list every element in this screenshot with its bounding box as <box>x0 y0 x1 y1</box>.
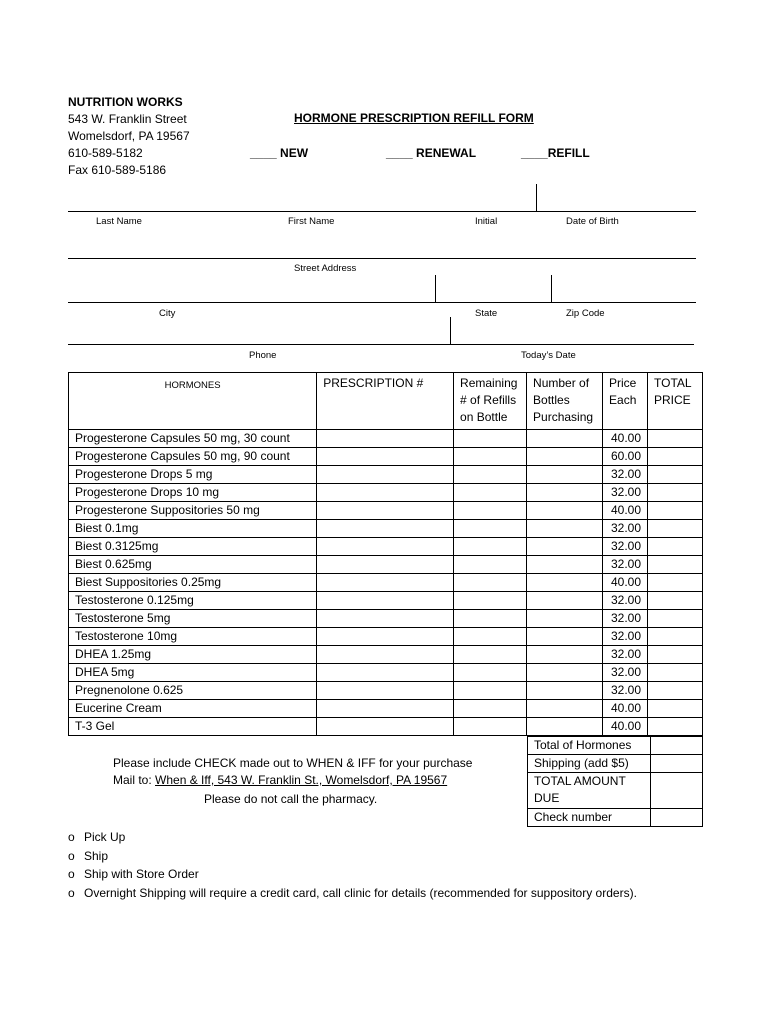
table-row <box>69 466 703 484</box>
total-price-field[interactable] <box>648 574 703 592</box>
bottles-purchasing-field[interactable] <box>527 466 603 484</box>
option-bullet[interactable]: o <box>68 830 75 844</box>
header-prescription: PRESCRIPTION # <box>317 373 454 430</box>
mail-to-prefix: Mail to: <box>113 773 156 787</box>
price-each: 60.00 <box>603 448 648 466</box>
bottles-purchasing-field[interactable] <box>527 682 603 700</box>
hormone-name: Testosterone 5mg <box>69 610 317 628</box>
total-price-field[interactable] <box>648 556 703 574</box>
total-price-field[interactable] <box>648 466 703 484</box>
shipping-option[interactable] <box>68 884 637 902</box>
header-bottles: Number of Bottles Purchasing <box>527 373 603 430</box>
payment-instructions <box>113 754 472 773</box>
prescription-number-field[interactable] <box>317 610 454 628</box>
refill-option[interactable]: ____REFILL <box>521 146 590 160</box>
clinic-fax: Fax 610-589-5186 <box>68 163 167 177</box>
price-each: 32.00 <box>603 556 648 574</box>
prescription-number-field[interactable] <box>317 718 454 736</box>
street-label: Street Address <box>294 263 357 274</box>
remaining-refills-field[interactable] <box>454 682 527 700</box>
table-header-row <box>69 373 703 430</box>
clinic-info <box>68 94 190 179</box>
total-due-label <box>528 773 651 809</box>
total-price-field[interactable] <box>648 484 703 502</box>
price-each: 32.00 <box>603 664 648 682</box>
bottles-purchasing-field[interactable] <box>527 664 603 682</box>
prescription-number-field[interactable] <box>317 502 454 520</box>
option-label: Pick Up <box>84 830 126 844</box>
bottles-purchasing-field[interactable] <box>527 538 603 556</box>
bottles-purchasing-field[interactable] <box>527 592 603 610</box>
table-row <box>69 610 703 628</box>
prescription-number-field[interactable] <box>317 628 454 646</box>
price-each: 32.00 <box>603 592 648 610</box>
price-each: 40.00 <box>603 574 648 592</box>
city-label: City <box>159 308 176 319</box>
name-dob-divider <box>536 184 537 212</box>
total-hormones-row <box>528 737 703 755</box>
table-row <box>69 448 703 466</box>
check-number-field[interactable] <box>651 809 703 827</box>
header-total-price: TOTAL PRICE <box>648 373 703 430</box>
bottles-purchasing-field[interactable] <box>527 718 603 736</box>
header-hormones: HORMONES <box>69 373 317 430</box>
prescription-number-field[interactable] <box>317 574 454 592</box>
remaining-refills-field[interactable] <box>454 502 527 520</box>
hormone-name: Testosterone 10mg <box>69 628 317 646</box>
city-state-divider <box>435 275 436 303</box>
first-name-label: First Name <box>288 216 335 227</box>
street-line[interactable] <box>68 258 696 259</box>
remaining-refills-field[interactable] <box>454 484 527 502</box>
form-title: HORMONE PRESCRIPTION REFILL FORM <box>294 111 534 125</box>
bottles-purchasing-field[interactable] <box>527 502 603 520</box>
hormone-name: Progesterone Drops 5 mg <box>69 466 317 484</box>
hormone-name: Pregnenolone 0.625 <box>69 682 317 700</box>
option-bullet[interactable]: o <box>68 885 75 900</box>
option-label: Ship <box>84 848 109 863</box>
clinic-address-line1: 543 W. Franklin Street <box>68 112 187 126</box>
phone-date-divider <box>450 317 451 345</box>
bottles-purchasing-field[interactable] <box>527 610 603 628</box>
hormone-name: Progesterone Capsules 50 mg, 90 count <box>69 448 317 466</box>
price-each: 32.00 <box>603 610 648 628</box>
shipping-option[interactable] <box>68 828 125 846</box>
bottles-purchasing-field[interactable] <box>527 430 603 448</box>
phone-line[interactable] <box>68 344 694 345</box>
initial-label: Initial <box>475 216 498 227</box>
option-label: Ship with Store Order <box>84 867 199 881</box>
hormone-name: Progesterone Suppositories 50 mg <box>69 502 317 520</box>
header-price-each: Price Each <box>603 373 648 430</box>
check-number-row <box>528 809 703 827</box>
table-row <box>69 484 703 502</box>
price-each: 32.00 <box>603 538 648 556</box>
bottles-purchasing-field[interactable] <box>527 484 603 502</box>
total-hormones-label: Total of Hormones <box>528 737 651 755</box>
no-call-note: Please do not call the pharmacy. <box>204 792 378 806</box>
table-row <box>69 628 703 646</box>
price-each: 40.00 <box>603 502 648 520</box>
hormone-name: Testosterone 0.125mg <box>69 592 317 610</box>
total-price-field[interactable] <box>648 664 703 682</box>
remaining-refills-field[interactable] <box>454 430 527 448</box>
hormone-name: Biest Suppositories 0.25mg <box>69 574 317 592</box>
shipping-option[interactable] <box>68 847 108 865</box>
last-name-label: Last Name <box>96 216 142 227</box>
hormone-name: Eucerine Cream <box>69 700 317 718</box>
total-hormones-field[interactable] <box>651 737 703 755</box>
bottles-purchasing-field[interactable] <box>527 700 603 718</box>
bottles-purchasing-field[interactable] <box>527 646 603 664</box>
total-price-field[interactable] <box>648 718 703 736</box>
total-price-field[interactable] <box>648 628 703 646</box>
total-price-field[interactable] <box>648 430 703 448</box>
bottles-purchasing-field[interactable] <box>527 574 603 592</box>
table-row <box>69 718 703 736</box>
total-price-field[interactable] <box>648 610 703 628</box>
table-row <box>69 520 703 538</box>
table-row <box>69 556 703 574</box>
total-price-field[interactable] <box>648 502 703 520</box>
price-each: 32.00 <box>603 484 648 502</box>
option-bullet[interactable]: o <box>68 848 75 863</box>
shipping-option[interactable] <box>68 865 199 883</box>
table-row <box>69 430 703 448</box>
total-due-label-line2: DUE <box>534 791 560 805</box>
shipping-label: Shipping (add $5) <box>528 755 651 773</box>
bottles-purchasing-field[interactable] <box>527 520 603 538</box>
total-price-field[interactable] <box>648 448 703 466</box>
hormone-name: DHEA 1.25mg <box>69 646 317 664</box>
price-each: 40.00 <box>603 718 648 736</box>
bottles-purchasing-field[interactable] <box>527 628 603 646</box>
hormone-name: Biest 0.1mg <box>69 520 317 538</box>
total-price-field[interactable] <box>648 646 703 664</box>
shipping-field[interactable] <box>651 755 703 773</box>
total-due-field[interactable] <box>651 773 703 809</box>
price-each: 32.00 <box>603 628 648 646</box>
remaining-refills-field[interactable] <box>454 538 527 556</box>
price-each: 40.00 <box>603 700 648 718</box>
totals-table <box>527 736 703 827</box>
price-each: 32.00 <box>603 682 648 700</box>
total-price-field[interactable] <box>648 520 703 538</box>
prescription-number-field[interactable] <box>317 592 454 610</box>
price-each: 40.00 <box>603 430 648 448</box>
check-number-label: Check number <box>528 809 651 827</box>
phone-label: Phone <box>249 350 277 361</box>
total-price-field[interactable] <box>648 700 703 718</box>
total-due-label-line1: TOTAL AMOUNT <box>534 774 626 788</box>
prescription-number-field[interactable] <box>317 664 454 682</box>
hormone-name: T-3 Gel <box>69 718 317 736</box>
table-row <box>69 574 703 592</box>
table-row <box>69 682 703 700</box>
renewal-option[interactable]: ____ RENEWAL <box>386 146 477 160</box>
bottles-purchasing-field[interactable] <box>527 556 603 574</box>
bottles-purchasing-field[interactable] <box>527 448 603 466</box>
shipping-row <box>528 755 703 773</box>
prescription-number-field[interactable] <box>317 484 454 502</box>
new-option[interactable]: ____ NEW <box>250 146 309 160</box>
remaining-refills-field[interactable] <box>454 520 527 538</box>
header-remaining-refills: Remaining # of Refills on Bottle <box>454 373 527 430</box>
remaining-refills-field[interactable] <box>454 592 527 610</box>
payment-line1: Please include CHECK made out to WHEN & IFF for your purchase <box>113 756 473 770</box>
hormone-name: Biest 0.625mg <box>69 556 317 574</box>
city-line[interactable] <box>68 302 696 303</box>
hormone-name: Progesterone Capsules 50 mg, 30 count <box>69 430 317 448</box>
option-bullet[interactable]: o <box>68 867 75 881</box>
remaining-refills-field[interactable] <box>454 628 527 646</box>
today-date-label: Today’s Date <box>521 350 576 361</box>
prescription-number-field[interactable] <box>317 466 454 484</box>
remaining-refills-field[interactable] <box>454 646 527 664</box>
prescription-number-field[interactable] <box>317 520 454 538</box>
remaining-refills-field[interactable] <box>454 556 527 574</box>
prescription-number-field[interactable] <box>317 682 454 700</box>
prescription-number-field[interactable] <box>317 538 454 556</box>
table-row <box>69 700 703 718</box>
option-label: Overnight Shipping will require a credit card, call clinic for details (recommended for suppository orders). <box>84 885 637 900</box>
remaining-refills-field[interactable] <box>454 448 527 466</box>
prescription-number-field[interactable] <box>317 448 454 466</box>
dob-label: Date of Birth <box>566 216 619 227</box>
total-due-row <box>528 773 703 809</box>
price-each: 32.00 <box>603 520 648 538</box>
prescription-number-field[interactable] <box>317 700 454 718</box>
mail-to-line <box>113 773 447 787</box>
state-label: State <box>475 308 498 319</box>
name-line[interactable] <box>68 211 696 212</box>
table-row <box>69 538 703 556</box>
price-each: 32.00 <box>603 466 648 484</box>
remaining-refills-field[interactable] <box>454 718 527 736</box>
remaining-refills-field[interactable] <box>454 574 527 592</box>
total-price-field[interactable] <box>648 538 703 556</box>
prescription-number-field[interactable] <box>317 646 454 664</box>
table-row <box>69 592 703 610</box>
zip-label: Zip Code <box>566 308 605 319</box>
table-row <box>69 646 703 664</box>
clinic-phone: 610-589-5182 <box>68 146 143 160</box>
remaining-refills-field[interactable] <box>454 664 527 682</box>
clinic-address-line2: Womelsdorf, PA 19567 <box>68 129 190 143</box>
table-row <box>69 664 703 682</box>
clinic-name: NUTRITION WORKS <box>68 95 183 109</box>
total-price-field[interactable] <box>648 682 703 700</box>
remaining-refills-field[interactable] <box>454 700 527 718</box>
hormone-table <box>68 372 703 736</box>
total-price-field[interactable] <box>648 592 703 610</box>
table-row <box>69 502 703 520</box>
hormone-name: Biest 0.3125mg <box>69 538 317 556</box>
remaining-refills-field[interactable] <box>454 610 527 628</box>
state-zip-divider <box>551 275 552 303</box>
hormone-name: Progesterone Drops 10 mg <box>69 484 317 502</box>
remaining-refills-field[interactable] <box>454 466 527 484</box>
price-each: 32.00 <box>603 646 648 664</box>
hormone-name: DHEA 5mg <box>69 664 317 682</box>
mail-to-address: When & Iff, 543 W. Franklin St., Womelsdorf, PA 19567 <box>155 773 448 787</box>
prescription-number-field[interactable] <box>317 556 454 574</box>
prescription-number-field[interactable] <box>317 430 454 448</box>
